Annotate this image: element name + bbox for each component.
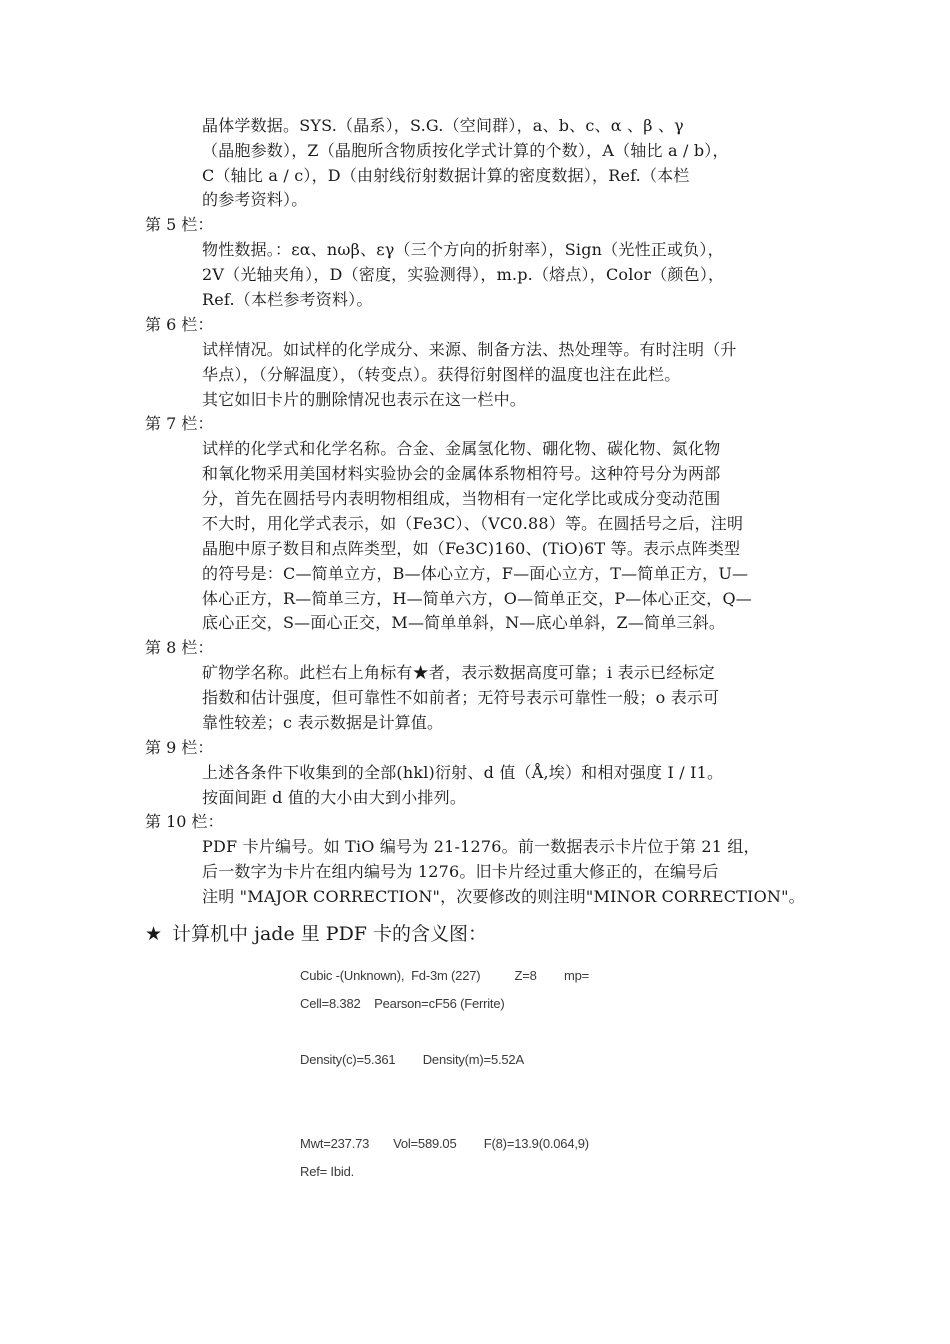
card-line: Ref= Ibid.: [300, 1164, 355, 1179]
section-label: 第 6 栏：: [145, 315, 214, 334]
line: 矿物学名称。此栏右上角标有★者，表示数据高度可靠；i 表示已经标定: [202, 663, 715, 682]
line: 试样的化学式和化学名称。合金、金属氢化物、硼化物、碳化物、氮化物: [202, 439, 721, 458]
section-label: 第 5 栏：: [145, 215, 214, 234]
line: 靠性较差；c 表示数据是计算值。: [202, 713, 444, 732]
line: 2V（光轴夹角），D（密度，实验测得），m.p.（熔点），Color（颜色），: [202, 265, 725, 284]
line: 和氧化物采用美国材料实验协会的金属体系物相符号。这种符号分为两部: [202, 464, 721, 483]
card-line: Density(c)=5.361 Density(m)=5.52A: [300, 1052, 524, 1067]
line: 华点），（分解温度），（转变点）。获得衍射图样的温度也注在此栏。: [202, 365, 681, 384]
line: 按面间距 d 值的大小由大到小排列。: [202, 788, 467, 807]
line: 体心正方，R—简单三方，H—简单六方，O—简单正交，P—体心正交，Q—: [202, 589, 753, 608]
line: 试样情况。如试样的化学成分、来源、制备方法、热处理等。有时注明（升: [202, 340, 737, 359]
line: 物性数据。：εα、nωβ、εγ（三个方向的折射率），Sign（光性正或负），: [202, 240, 724, 259]
line: 晶体学数据。SYS.（晶系），S.G.（空间群），a、b、c、α 、β 、γ: [202, 116, 684, 135]
section-heading: [145, 920, 487, 948]
card-line: Cell=8.382 Pearson=cF56 (Ferrite): [300, 996, 505, 1011]
line: 其它如旧卡片的删除情况也表示在这一栏中。: [202, 390, 527, 409]
line: C（轴比 a / c），D（由射线衍射数据计算的密度数据），Ref.（本栏: [202, 166, 690, 185]
line: 注明 "MAJOR CORRECTION"，次要修改的则注明"MINOR CORRECTION"。: [202, 887, 805, 906]
line: 上述各条件下收集到的全部(hkl)衍射、d 值（Å,埃）和相对强度 I / I1。: [202, 763, 724, 782]
line: （晶胞参数），Z（晶胞所含物质按化学式计算的个数），A（轴比 a / b），: [202, 141, 729, 160]
card-line: Mwt=237.73 Vol=589.05 F(8)=13.9(0.064,9): [300, 1136, 589, 1151]
line: 不大时，用化学式表示，如（Fe3C）、（VC0.88）等。在圆括号之后，注明: [202, 514, 744, 533]
line: 指数和估计强度，但可靠性不如前者；无符号表示可靠性一般；o 表示可: [202, 688, 720, 707]
line: 分，首先在圆括号内表明物相组成，当物相有一定化学比或成分变动范围: [202, 489, 721, 508]
section-label: 第 7 栏：: [145, 414, 214, 433]
line: PDF 卡片编号。如 TiO 编号为 21-1276。前一数据表示卡片位于第 21 组，: [202, 837, 760, 856]
section-label: 第 8 栏：: [145, 638, 214, 657]
line: 后一数字为卡片在组内编号为 1276。旧卡片经过重大修正的，在编号后: [202, 862, 719, 881]
line: 底心正交，S—面心正交，M—简单单斜，N—底心单斜，Z—简单三斜。: [202, 613, 726, 632]
section-label: 第 9 栏：: [145, 738, 214, 757]
section-label: 第 10 栏：: [145, 812, 224, 831]
line: 晶胞中原子数目和点阵类型，如（Fe3C)160、(TiO)6T 等。表示点阵类型: [202, 539, 741, 558]
card-line: Cubic -(Unknown), Fd-3m (227) Z=8 mp=: [300, 968, 590, 983]
pdf-card-image: [296, 962, 656, 1192]
heading-text: 计算机中 jade 里 PDF 卡的含义图：: [172, 923, 488, 945]
line: Ref.（本栏参考资料）。: [202, 290, 373, 309]
line: 的符号是：C—简单立方，B—体心立方，F—面心立方，T—简单正方，U—: [202, 564, 749, 583]
star-icon: ★: [145, 923, 163, 945]
line: 的参考资料）。: [202, 190, 308, 209]
